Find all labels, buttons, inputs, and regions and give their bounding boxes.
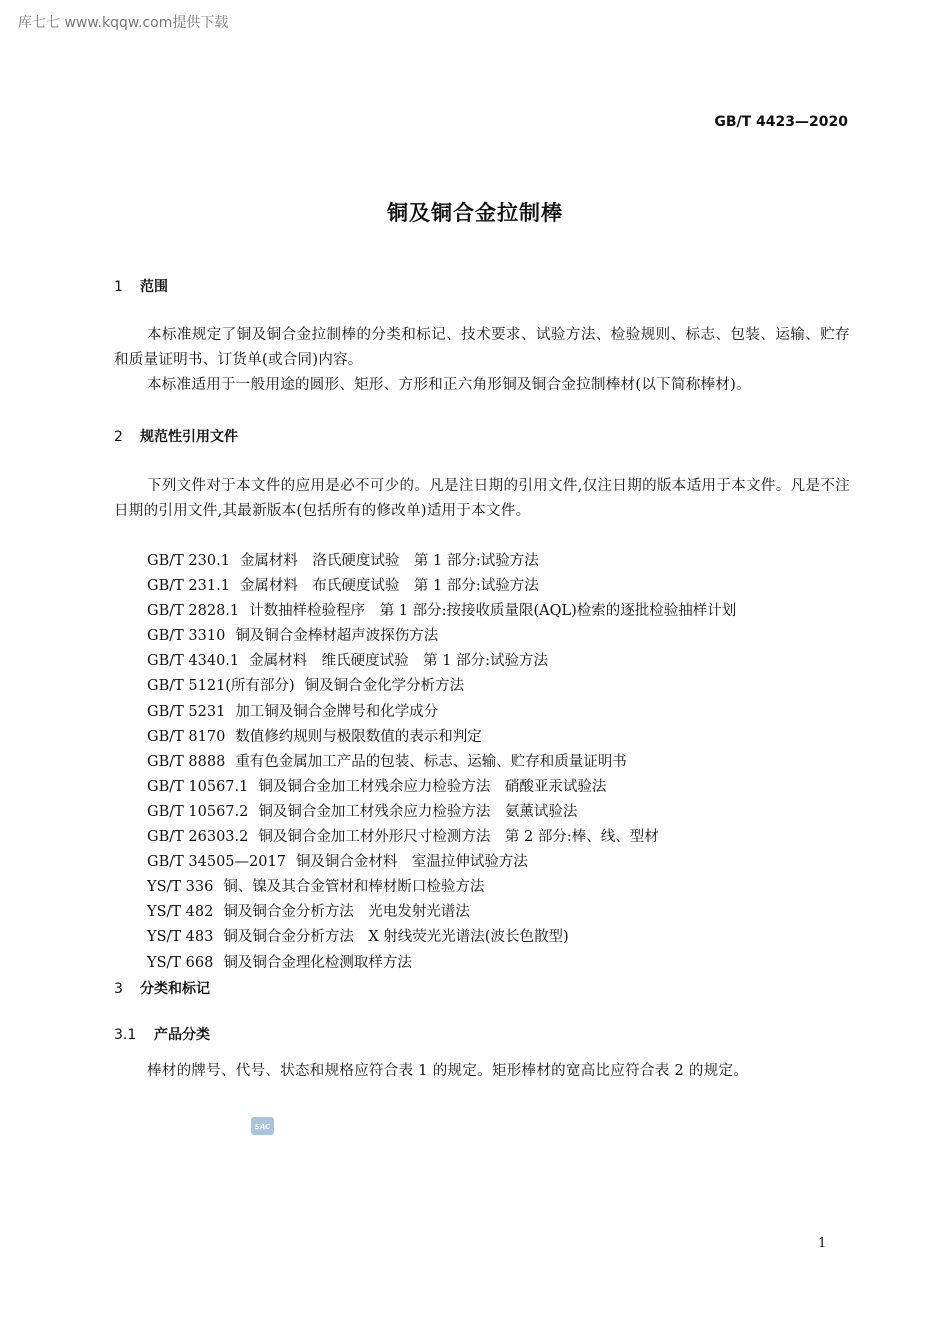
reference-code: GB/T 8170 (147, 728, 226, 745)
sac-logo-icon (250, 1116, 275, 1136)
reference-code: GB/T 3310 (147, 628, 226, 645)
reference-title: 铜及铜合金材料 室温拉伸试验方法 (295, 854, 528, 871)
reference-code: GB/T 34505—2017 (147, 854, 286, 871)
section-number: 2 (114, 429, 123, 445)
reference-code: GB/T 230.1 (147, 553, 230, 569)
reference-code: GB/T 4340.1 (147, 653, 240, 670)
reference-item (147, 925, 736, 950)
reference-code: GB/T 10567.1 (147, 778, 249, 795)
section-3-1-heading (114, 1024, 210, 1044)
reference-code: GB/T 26303.2 (147, 829, 249, 846)
reference-title: 铜及铜合金加工材外形尺寸检测方法 第 2 部分:棒、线、型材 (258, 829, 659, 846)
reference-title: 铜及铜合金分析方法 X 射线荧光光谱法(波长色散型) (223, 929, 569, 946)
reference-code: YS/T 482 (147, 904, 214, 921)
document-title: 铜及铜合金拉制棒 (387, 201, 563, 225)
section-title: 规范性引用文件 (140, 429, 238, 445)
reference-title: 金属材料 洛氏硬度试验 第 1 部分:试验方法 (239, 553, 539, 569)
reference-item (147, 700, 736, 725)
section-title: 分类和标记 (140, 981, 210, 997)
reference-title: 重有色金属加工产品的包装、标志、运输、贮存和质量证明书 (235, 753, 627, 770)
reference-item (147, 750, 736, 775)
reference-code: GB/T 5231 (147, 703, 226, 720)
normative-reference-list (147, 549, 736, 976)
reference-item (147, 599, 736, 624)
reference-title: 计数抽样检验程序 第 1 部分:按接收质量限(AQL)检索的逐批检验抽样计划 (249, 603, 737, 620)
document-number: GB/T 4423—2020 (714, 114, 848, 130)
scope-paragraph-1: 本标准规定了铜及铜合金拉制棒的分类和标记、技术要求、试验方法、检验规则、标志、包装、运输、贮存和质量证明书、订货单(或合同)内容。 (114, 327, 850, 368)
reference-item (147, 574, 736, 599)
section-2-heading (114, 426, 238, 446)
reference-title: 金属材料 维氏硬度试验 第 1 部分:试验方法 (249, 653, 548, 670)
reference-title: 数值修约规则与极限数值的表示和判定 (235, 728, 482, 745)
svg-text:SAC: SAC (254, 1123, 271, 1131)
section-number: 3 (114, 981, 123, 997)
reference-code: YS/T 336 (147, 879, 214, 896)
section-1-heading (114, 276, 168, 296)
reference-item (147, 850, 736, 875)
reference-title: 铜及铜合金化学分析方法 (304, 678, 465, 695)
reference-item (147, 649, 736, 674)
reference-item (147, 951, 736, 976)
sac-logo-stamp (250, 1116, 275, 1136)
reference-code: GB/T 5121(所有部分) (147, 678, 295, 695)
reference-code: GB/T 8888 (147, 753, 226, 770)
reference-title: 铜及铜合金分析方法 光电发射光谱法 (223, 904, 470, 921)
section-number: 3.1 (114, 1027, 137, 1043)
reference-code: YS/T 668 (147, 954, 214, 971)
reference-item (147, 800, 736, 825)
reference-title: 加工铜及铜合金牌号和化学成分 (235, 703, 439, 720)
reference-code: YS/T 483 (147, 929, 214, 946)
reference-item (147, 725, 736, 750)
reference-code: GB/T 231.1 (147, 578, 230, 595)
section-title: 产品分类 (154, 1027, 210, 1043)
reference-title: 铜、镍及其合金管材和棒材断口检验方法 (223, 879, 485, 896)
scope-paragraph-2: 本标准适用于一般用途的圆形、矩形、方形和正六角形铜及铜合金拉制棒材(以下简称棒材)。 (147, 377, 751, 393)
reference-title: 铜及铜合金棒材超声波探伤方法 (235, 628, 439, 645)
reference-code: GB/T 2828.1 (147, 603, 240, 620)
reference-title: 铜及铜合金理化检测取样方法 (223, 954, 412, 971)
reference-item (147, 549, 736, 574)
references-intro-paragraph: 下列文件对于本文件的应用是必不可少的。凡是注日期的引用文件,仅注日期的版本适用于本文件。凡是不注日期的引用文件,其最新版本(包括所有的修改单)适用于本文件。 (114, 478, 850, 519)
reference-title: 铜及铜合金加工材残余应力检验方法 硝酸亚汞试验法 (258, 778, 607, 795)
reference-item (147, 825, 736, 850)
reference-title: 金属材料 布氏硬度试验 第 1 部分:试验方法 (239, 578, 539, 595)
section-number: 1 (114, 279, 123, 295)
reference-item (147, 900, 736, 925)
reference-item (147, 624, 736, 649)
reference-item (147, 875, 736, 900)
section-title: 范围 (140, 279, 168, 295)
watermark-text: 库七七 www.kqqw.com提供下载 (18, 15, 229, 31)
reference-title: 铜及铜合金加工材残余应力检验方法 氨薰试验法 (258, 803, 578, 820)
reference-item (147, 775, 736, 800)
section-3-heading (114, 978, 210, 998)
reference-code: GB/T 10567.2 (147, 803, 249, 820)
product-classification-paragraph: 棒材的牌号、代号、状态和规格应符合表 1 的规定。矩形棒材的宽高比应符合表 2 的规定。 (147, 1063, 749, 1079)
reference-item (147, 674, 736, 699)
page-number: 1 (818, 1236, 827, 1251)
